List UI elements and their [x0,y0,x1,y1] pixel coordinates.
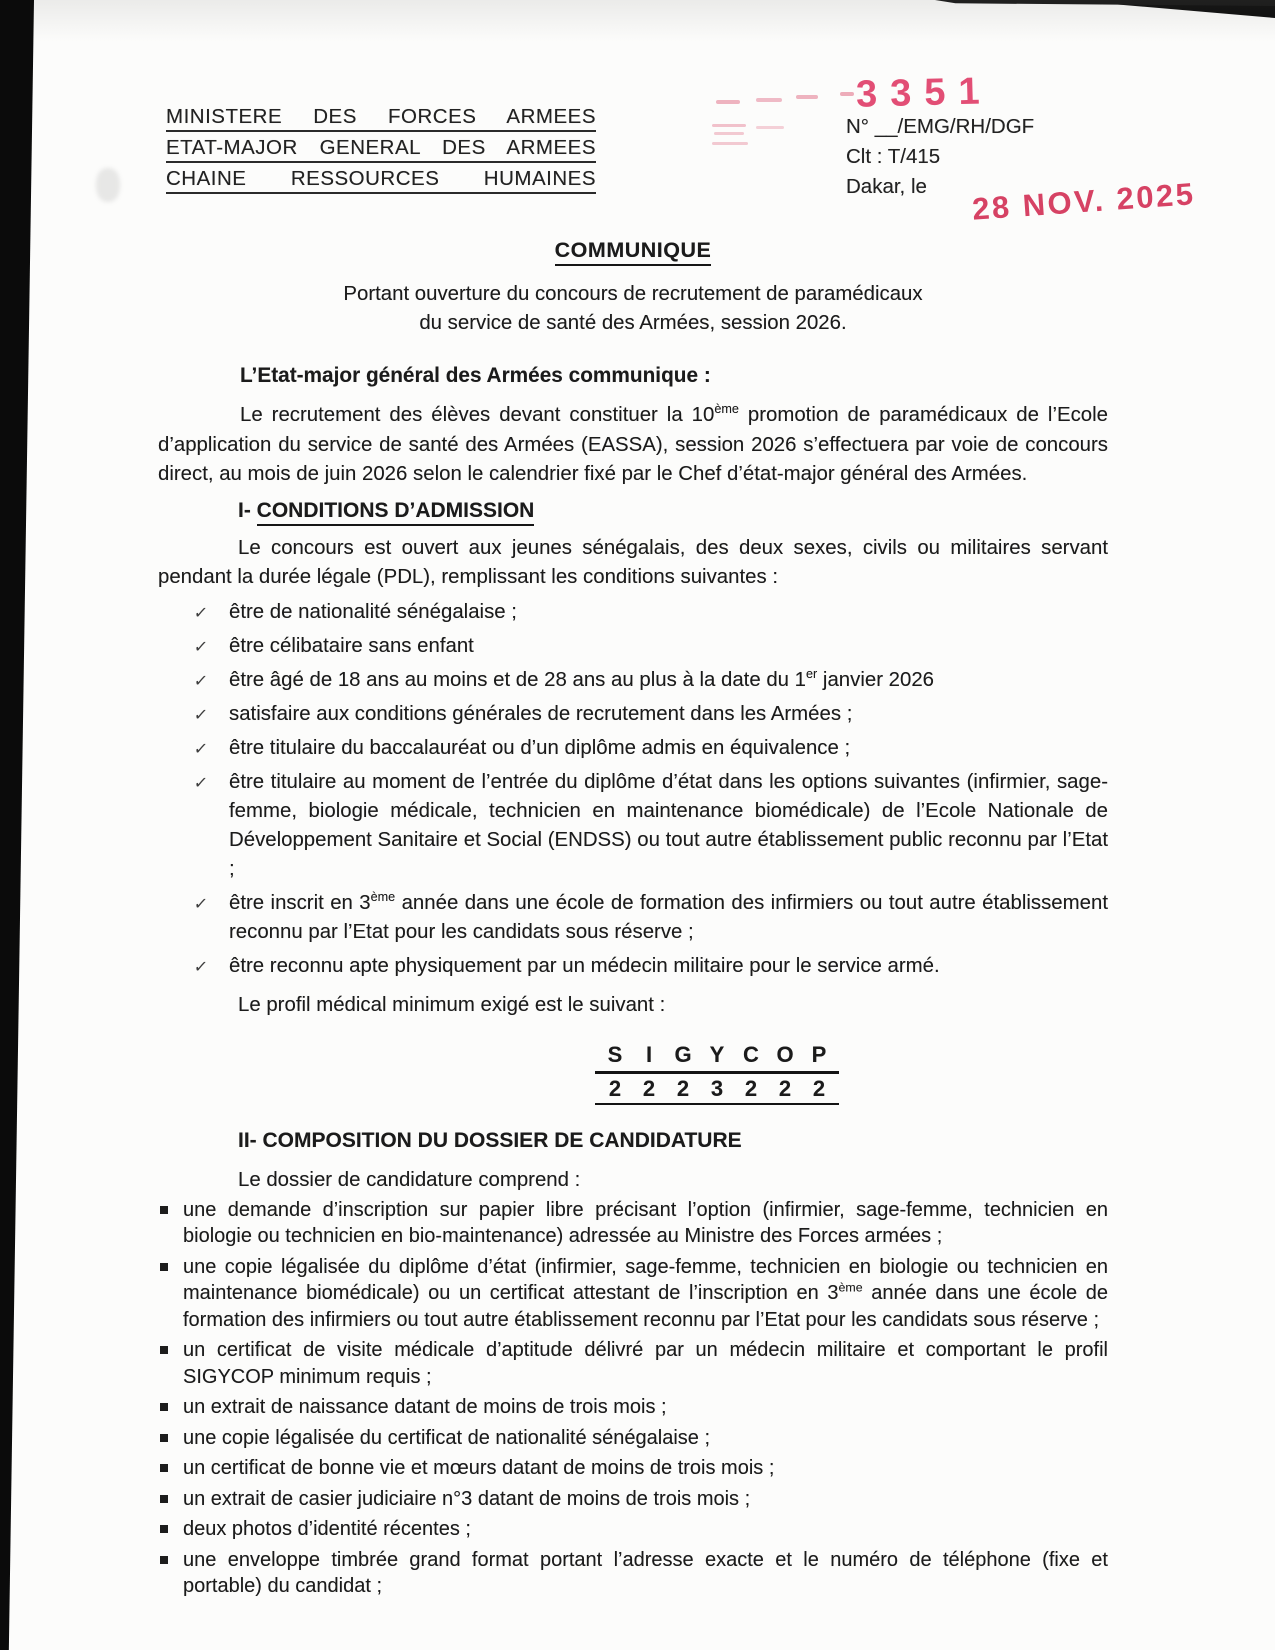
sigycop-value-cell: 3 [710,1075,724,1101]
medical-profile-intro: Le profil médical minimum exigé est le suivant : [238,993,666,1016]
sigycop-value-cell: 2 [608,1075,622,1101]
dossier-item-text: une copie légalisée du diplôme d’état (infirmier, sage-femme, technicien en biologie ou technicien en maintenance biomédicale) ou un certificat attestant de l’inscription en 3ème année dans une école de formation des infirmiers ou tout autre établissement reconnu par l’Etat pour les candidats sous réserve ; [183,1255,1108,1331]
dossier-item-text: deux photos d’identité récentes ; [183,1518,471,1540]
sigycop-letter-cell: I [645,1041,653,1067]
admission-condition-text: être célibataire sans enfant [229,634,474,657]
document-title-text: COMMUNIQUE [555,238,712,266]
stamp-artifact [756,126,784,129]
dossier-item-text: un extrait de casier judiciaire n°3 datant de moins de trois mois ; [183,1487,751,1510]
sigycop-table [595,1043,839,1105]
subtitle-line-1: Portant ouverture du concours de recrutement de paramédicaux [343,283,923,305]
admission-condition-item [158,632,1108,661]
dossier-item-text: un certificat de bonne vie et mœurs datant de moins de trois mois ; [183,1457,775,1479]
section-heading-text: COMPOSITION DU DOSSIER DE CANDIDATURE [262,1128,742,1152]
admission-condition-item [158,598,1108,627]
scan-smudge-artifact [96,168,120,202]
section-heading-admission [158,499,1108,523]
checkmark-icon: ✓ [192,740,209,758]
date-stamp: 28 NOV. 2025 [971,176,1197,227]
dossier-item-text: une enveloppe timbrée grand format portant l’adresse exacte et le numéro de téléphone (fixe et portable) du candidat ; [183,1548,1108,1597]
dossier-intro: Le dossier de candidature comprend : [238,1168,581,1191]
stamp-artifact [714,132,744,135]
section-heading-text: CONDITIONS D’ADMISSION [257,499,535,526]
place-date-line: Dakar, le [846,175,927,198]
admission-condition-item [158,889,1108,947]
sigycop-value-cell: 2 [778,1075,792,1101]
checkmark-icon: ✓ [192,604,209,622]
dossier-item [158,1516,1108,1543]
sigycop-value-cell: 2 [676,1075,690,1101]
scan-top-shade-artifact [34,0,1275,42]
admission-paragraph: Le concours est ouvert aux jeunes sénégalais, des deux sexes, civils ou militaires servant pendant la durée légale (PDL), remplissant les conditions suivantes : [158,536,1108,588]
sigycop-value-cell: 2 [744,1075,758,1101]
stamp-artifact [796,95,818,99]
dossier-item-text: un certificat de visite médicale d’aptitude délivré par un médecin militaire et comportant le profil SIGYCOP minimum requis ; [183,1339,1108,1388]
document-body [158,232,1108,1600]
checkmark-icon: ✓ [192,672,209,690]
sigycop-values-row [595,1074,839,1105]
sigycop-letter-cell: Y [709,1041,725,1067]
admission-condition-text: être âgé de 18 ans au moins et de 28 ans au plus à la date du 1er janvier 2026 [229,666,935,691]
admission-condition-text: être de nationalité sénégalaise ; [229,600,517,623]
reference-number-line: N° __/EMG/RH/DGF [846,115,1035,138]
section-heading-dossier [158,1129,1108,1153]
section-number: II- [238,1128,263,1152]
stamp-serial-number: 3351 [855,70,994,116]
sigycop-letters-row [595,1043,839,1074]
dossier-item-text: un extrait de naissance datant de moins de trois mois ; [183,1396,667,1418]
dossier-item-text: une copie légalisée du certificat de nationalité sénégalaise ; [183,1426,711,1449]
stamp-artifact [756,98,782,102]
section-number: I- [238,498,257,522]
admission-condition-item [158,768,1108,884]
dossier-item [158,1486,1108,1513]
admission-condition-item [158,734,1108,763]
dossier-item [158,1337,1108,1390]
square-bullet-icon [160,1525,168,1533]
stamp-artifact [712,124,746,127]
admission-condition-text: satisfaire aux conditions générales de recrutement dans les Armées ; [229,702,853,725]
letterhead [166,106,596,199]
subtitle-line-2: du service de santé des Armées, session 2026. [419,312,847,334]
intro-paragraph: Le recrutement des élèves devant constituer la 10ème promotion de paramédicaux de l’Ecole d’application du service de santé des Armées (EASSA), session 2026 s’effectuera par voie de concours direct, au mois de juin 2026 selon le calendrier fixé par le Chef d’état-major général des Armées. [158,402,1108,485]
letterhead-line-chaine-rh: CHAINE RESSOURCES HUMAINES [166,168,596,194]
square-bullet-icon [160,1206,168,1214]
announcement-line: L’Etat-major général des Armées communique : [240,364,711,387]
sigycop-letter-cell: O [776,1041,794,1067]
admission-condition-item [158,666,1108,695]
square-bullet-icon [160,1434,168,1442]
classification-line: Clt : T/415 [846,145,941,168]
admission-condition-text: être titulaire du baccalauréat ou d’un diplôme admis en équivalence ; [229,736,851,759]
admission-condition-text: être titulaire au moment de l’entrée du diplôme d’état dans les options suivantes (infirmier, sage-femme, biologie médicale, technicien en maintenance biomédicale) de l’Ecole Nationale de Développement Sanitaire et Social (ENDSS) ou tout autre établissement public reconnu par l’Etat ; [229,770,1108,880]
square-bullet-icon [160,1403,168,1411]
document-title [158,238,1108,263]
square-bullet-icon [160,1263,168,1271]
document-subtitle [158,280,1108,338]
square-bullet-icon [160,1556,168,1564]
scan-edge-left-artifact [0,0,34,1650]
checkmark-icon: ✓ [192,895,209,913]
sigycop-letter-cell: C [743,1041,759,1067]
square-bullet-icon [160,1464,168,1472]
admission-condition-text: être reconnu apte physiquement par un médecin militaire pour le service armé. [229,954,940,977]
square-bullet-icon [160,1495,168,1503]
sigycop-letter-cell: G [674,1041,692,1067]
dossier-items-list [158,1197,1108,1600]
dossier-item [158,1254,1108,1334]
stamp-artifact [716,100,740,104]
admission-condition-text: être inscrit en 3ème année dans une école de formation des infirmiers ou tout autre établissement reconnu par l’Etat pour les candidats sous réserve ; [229,889,1108,943]
dossier-item [158,1425,1108,1452]
sigycop-letter-cell: S [607,1041,623,1067]
checkmark-icon: ✓ [192,638,209,656]
square-bullet-icon [160,1346,168,1354]
dossier-item-text: une demande d’inscription sur papier libre précisant l’option (infirmier, sage-femme, technicien en biologie ou technicien en bio-maintenance) adressée au Ministre des Forces armées ; [183,1198,1108,1247]
dossier-item [158,1455,1108,1482]
checkmark-icon: ✓ [192,958,209,976]
admission-condition-item [158,952,1108,981]
checkmark-icon: ✓ [192,774,209,792]
admission-condition-item [158,700,1108,729]
admission-conditions-list [158,598,1108,981]
letterhead-line-ministere: MINISTERE DES FORCES ARMEES [166,106,596,132]
sigycop-value-cell: 2 [812,1075,826,1101]
dossier-item [158,1197,1108,1250]
dossier-item [158,1394,1108,1421]
stamp-artifact [712,142,748,145]
sigycop-value-cell: 2 [642,1075,656,1101]
letterhead-line-etat-major: ETAT-MAJOR GENERAL DES ARMEES [166,137,596,163]
dossier-item [158,1547,1108,1600]
checkmark-icon: ✓ [192,706,209,724]
sigycop-letter-cell: P [811,1041,827,1067]
stamp-artifact [840,92,854,96]
